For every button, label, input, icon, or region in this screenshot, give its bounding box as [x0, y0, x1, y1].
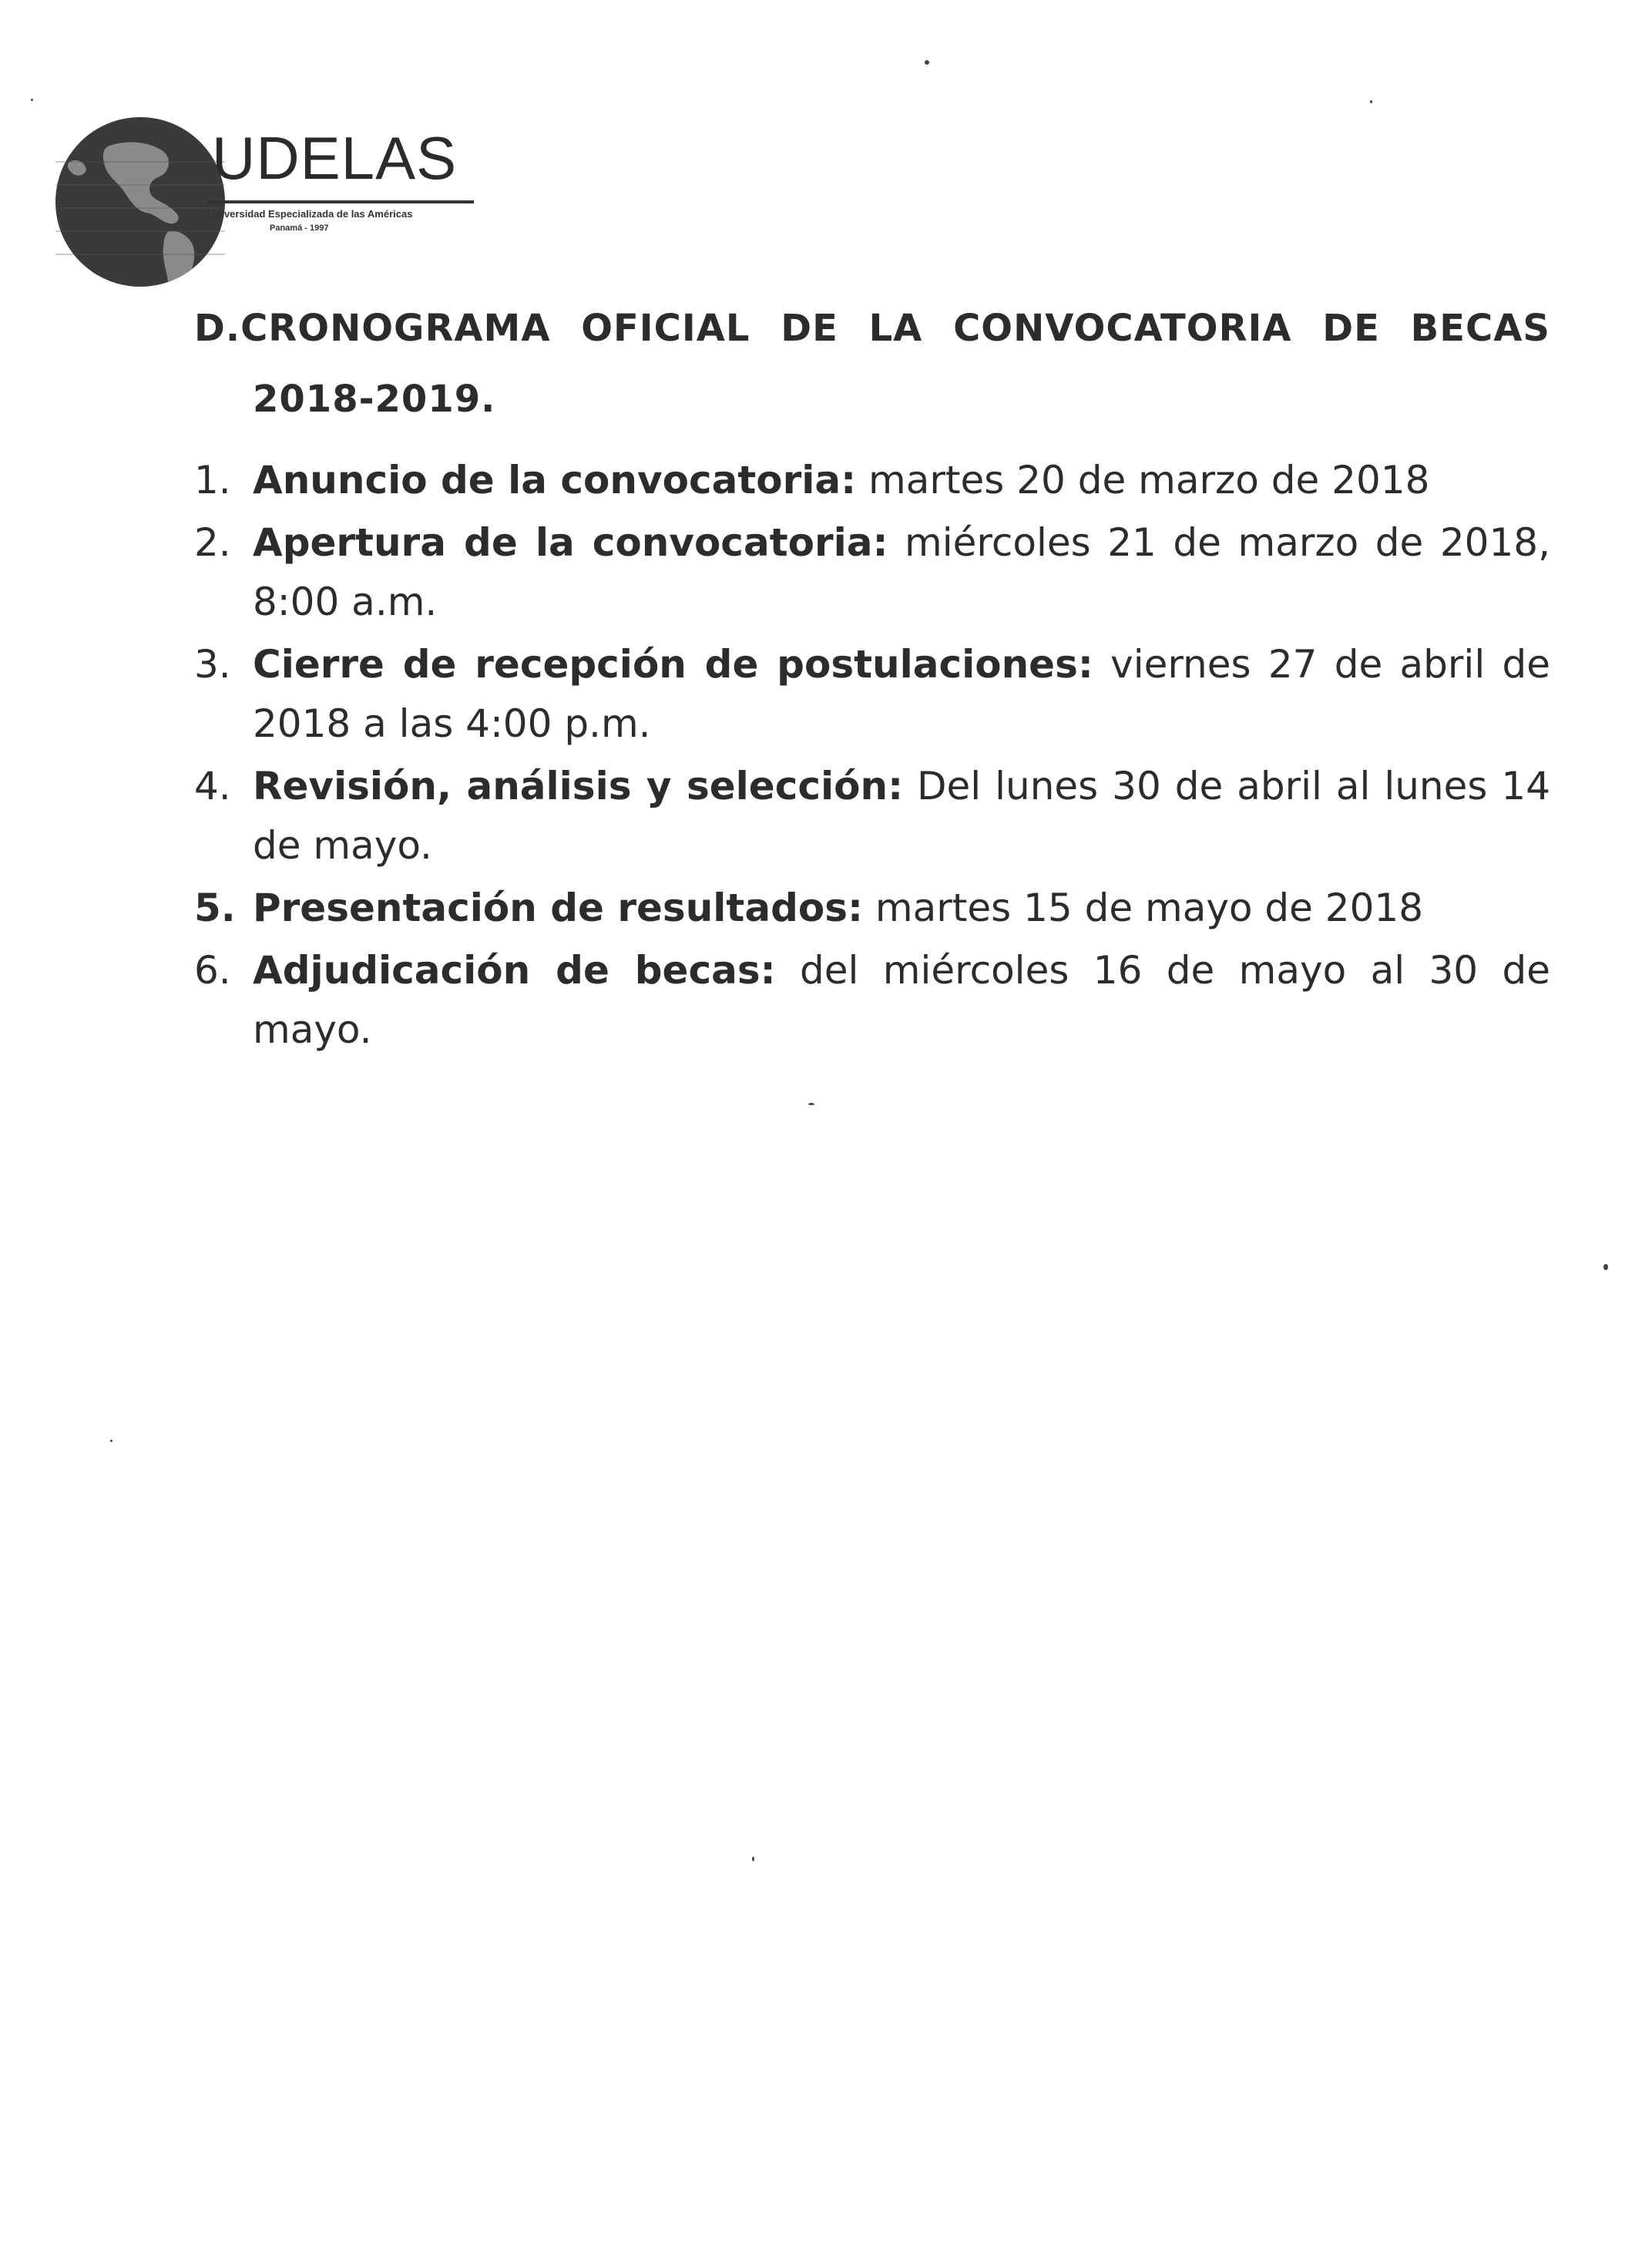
scan-speck — [808, 1103, 814, 1105]
item-number: 6. — [194, 948, 231, 993]
page-title — [194, 293, 1550, 435]
item-label: Anuncio de la convocatoria: — [253, 458, 857, 502]
item-text: del miércoles 16 de mayo al 30 de mayo. — [253, 948, 1551, 1052]
item-number: 2. — [194, 520, 231, 565]
title-line-1 — [194, 293, 1550, 364]
list-item — [194, 941, 1550, 1060]
item-label: Adjudicación de becas: — [253, 948, 776, 993]
item-label: Revisión, análisis y selección: — [253, 764, 904, 808]
item-label: Cierre de recepción de postulaciones: — [253, 642, 1093, 687]
scan-speck — [1370, 100, 1372, 103]
item-text: viernes 27 de abril de 2018 a las 4:00 p.m. — [253, 642, 1550, 746]
title-word: DE — [781, 307, 838, 350]
item-text: miércoles 21 de marzo de 2018, 8:00 a.m. — [253, 520, 1551, 624]
item-number: 4. — [194, 764, 231, 808]
item-label: Apertura de la convocatoria: — [253, 520, 888, 565]
title-prefix: D.CRONOGRAMA — [194, 307, 551, 350]
title-word: BECAS — [1410, 307, 1550, 350]
item-text: Del lunes 30 de abril al lunes 14 de mayo. — [253, 764, 1551, 868]
title-word: CONVOCATORIA — [953, 307, 1292, 350]
scan-speck — [31, 99, 33, 101]
schedule-list — [194, 451, 1550, 1063]
item-number: 3. — [194, 642, 231, 687]
item-label: Presentación de resultados: — [253, 886, 863, 930]
title-word: LA — [868, 307, 923, 350]
item-number: 1. — [194, 458, 231, 502]
logo-underline — [208, 200, 474, 203]
item-number: 5. — [194, 886, 236, 930]
list-item — [194, 635, 1550, 754]
logo-tagline: Panamá - 1997 — [270, 224, 329, 233]
title-line-2: 2018-2019. — [253, 378, 496, 421]
logo-wordmark: UDELAS — [212, 124, 458, 192]
logo-subtitle: Universidad Especializada de las Américas — [208, 208, 413, 220]
scan-speck — [1603, 1264, 1608, 1270]
list-item — [194, 451, 1550, 510]
item-text: martes 15 de mayo de 2018 — [862, 886, 1424, 930]
title-word: DE — [1322, 307, 1380, 350]
list-item — [194, 513, 1550, 632]
scan-speck — [110, 1440, 112, 1442]
udelas-logo — [54, 116, 458, 293]
item-text: martes 20 de marzo de 2018 — [856, 458, 1430, 502]
list-item — [194, 879, 1550, 938]
title-word: OFICIAL — [581, 307, 750, 350]
list-item — [194, 757, 1550, 876]
scan-speck — [925, 60, 929, 65]
scan-speck — [752, 1857, 754, 1861]
